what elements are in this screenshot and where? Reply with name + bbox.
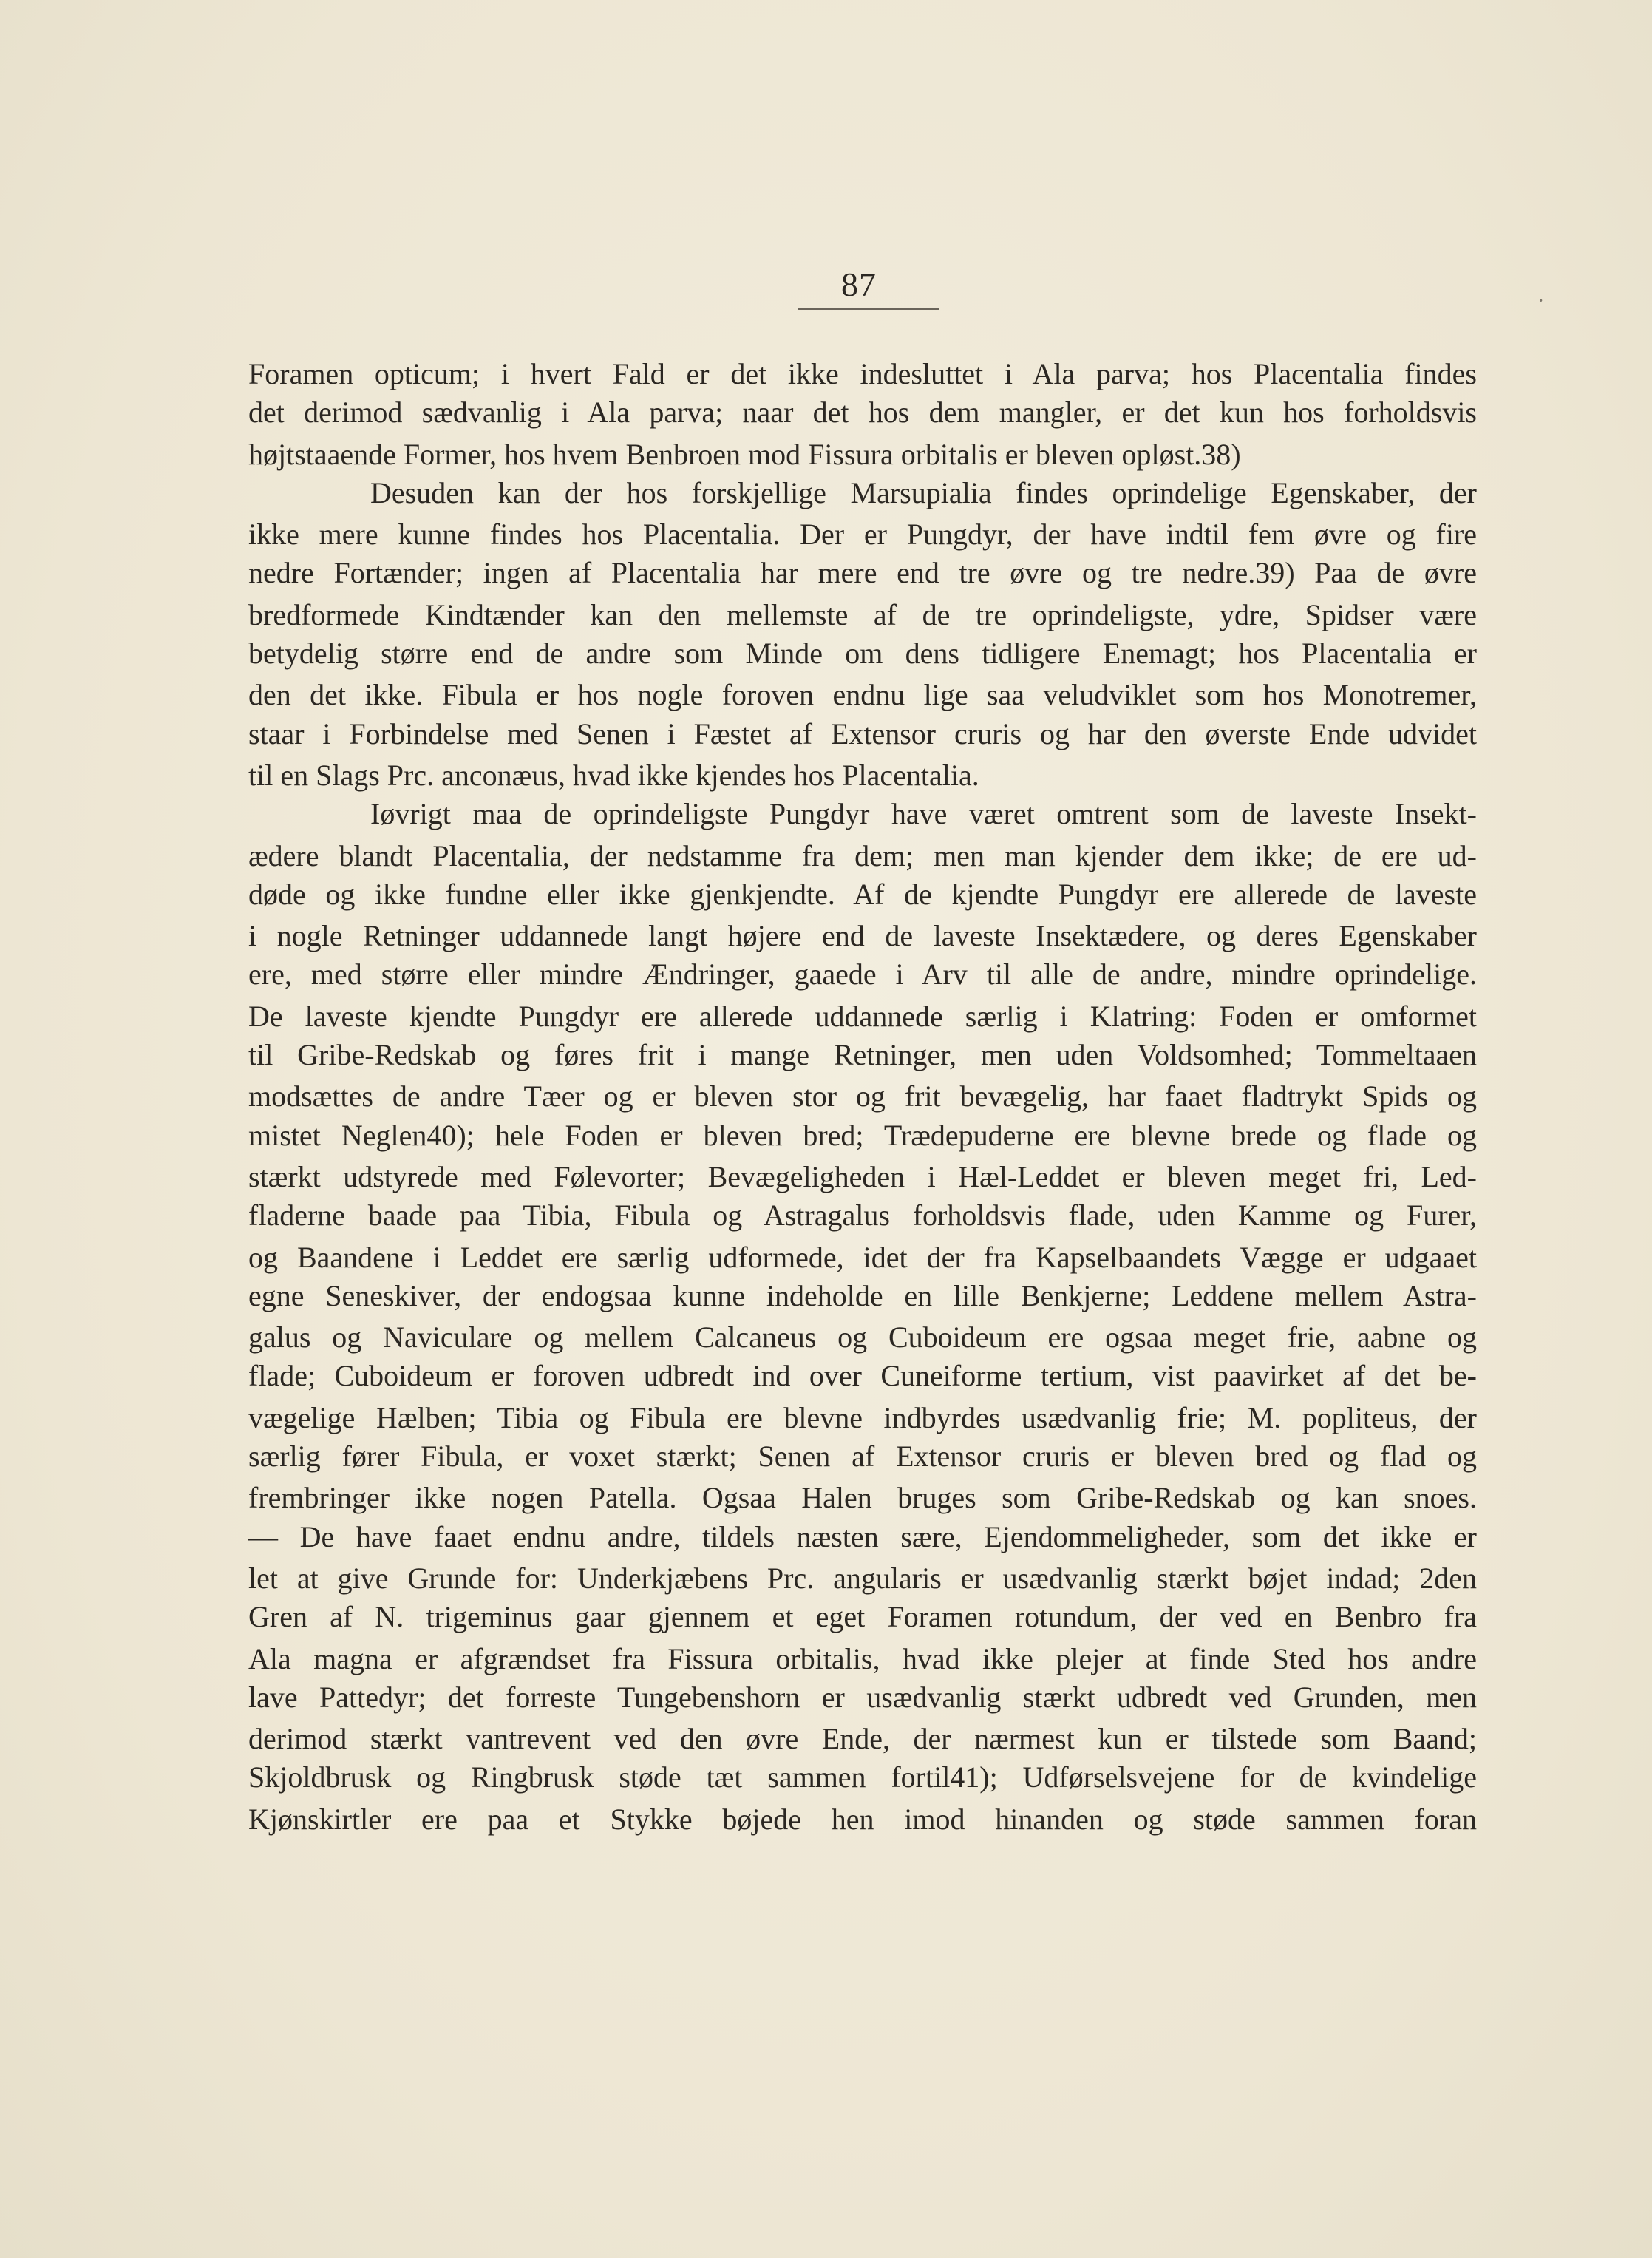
text-line: mistet Neglen40); hele Foden er bleven bred; Trædepuderne ere blevne brede og flade og [248, 1118, 1477, 1152]
text-line: Ala magna er afgrændset fra Fissura orbitalis, hvad ikke plejer at finde Sted hos andre [248, 1641, 1477, 1675]
text-line: modsættes de andre Tæer og er bleven stor og frit bevægelig, har faaet fladtrykt Spids og [248, 1079, 1477, 1113]
text-line: ere, med større eller mindre Ændringer, gaaede i Arv til alle de andre, mindre oprindelige. [248, 957, 1477, 991]
text-line: Foramen opticum; i hvert Fald er det ikke indesluttet i Ala parva; hos Placentalia findes [248, 357, 1477, 390]
text-line: døde og ikke fundne eller ikke gjenkjendte. Af de kjendte Pungdyr ere allerede de laveste [248, 877, 1477, 911]
text-line: nedre Fortænder; ingen af Placentalia har mere end tre øvre og tre nedre.39) Paa de øvre [248, 556, 1477, 590]
text-line: flade; Cuboideum er foroven udbredt ind over Cuneiforme tertium, vist paavirket af det be- [248, 1359, 1477, 1393]
text-line: betydelig større end de andre som Minde om dens tidligere Enemagt; hos Placentalia er [248, 637, 1477, 671]
text-line: stærkt udstyrede med Følevorter; Bevægeligheden i Hæl-Leddet er bleven meget fri, Led- [248, 1159, 1477, 1193]
text-line: den det ikke. Fibula er hos nogle foroven endnu lige saa veludviklet som hos Monotremer, [248, 678, 1477, 712]
text-line: ikke mere kunne findes hos Placentalia. Der er Pungdyr, der have indtil fem øvre og fire [248, 518, 1477, 552]
text-line: — De have faaet endnu andre, tildels næsten sære, Ejendommeligheder, som det ikke er [248, 1519, 1477, 1553]
text-line: Kjønskirtler ere paa et Stykke bøjede hen imod hinanden og støde sammen foran [248, 1802, 1477, 1836]
text-line: og Baandene i Leddet ere særlig udformede, idet der fra Kapselbaandets Vægge er udgaaet [248, 1240, 1477, 1274]
margin-mark: · [1537, 290, 1545, 313]
page-number-rule [798, 308, 939, 310]
text-line: egne Seneskiver, der endogsaa kunne indeholde en lille Benkjerne; Leddene mellem Astra- [248, 1278, 1477, 1312]
text-line: fladerne baade paa Tibia, Fibula og Astragalus forholdsvis flade, uden Kamme og Furer, [248, 1198, 1477, 1233]
text-line: i nogle Retninger uddannede langt højere end de laveste Insektædere, og deres Egenskaber [248, 919, 1477, 953]
text-line: Gren af N. trigeminus gaar gjennem et eget Foramen rotundum, der ved en Benbro fra [248, 1600, 1477, 1634]
text-line: bredformede Kindtænder kan den mellemste af de tre oprindeligste, ydre, Spidser være [248, 597, 1477, 631]
text-line: Iøvrigt maa de oprindeligste Pungdyr have været omtrent som de laveste Insekt- [370, 797, 1477, 831]
text-line: det derimod sædvanlig i Ala parva; naar det hos dem mangler, er det kun hos forholdsvis [248, 396, 1477, 430]
text-line: Desuden kan der hos forskjellige Marsupialia findes oprindelige Egenskaber, der [370, 475, 1477, 509]
text-line: ædere blandt Placentalia, der nedstamme fra dem; men man kjender dem ikke; de ere ud- [248, 838, 1477, 872]
text-line: til en Slags Prc. anconæus, hvad ikke kjendes hos Placentalia. [248, 758, 979, 792]
body-text [248, 353, 1477, 1838]
text-line: vægelige Hælben; Tibia og Fibula ere blevne indbyrdes usædvanlig frie; M. popliteus, der [248, 1400, 1477, 1434]
text-line: staar i Forbindelse med Senen i Fæstet af Extensor cruris og har den øverste Ende udvidet [248, 716, 1477, 750]
text-line: galus og Naviculare og mellem Calcaneus og Cuboideum ere ogsaa meget frie, aabne og [248, 1320, 1477, 1355]
text-line: let at give Grunde for: Underkjæbens Prc. angularis er usædvanlig stærkt bøjet indad; 2den [248, 1561, 1477, 1595]
text-line: lave Pattedyr; det forreste Tungebenshorn er usædvanlig stærkt udbredt ved Grunden, men [248, 1680, 1477, 1714]
text-line: De laveste kjendte Pungdyr ere allerede uddannede særlig i Klatring: Foden er omformet [248, 999, 1477, 1033]
page-number: 87 [841, 265, 877, 303]
text-line: Skjoldbrusk og Ringbrusk støde tæt sammen fortil41); Udførselsvejene for de kvindelige [248, 1760, 1477, 1794]
text-line: højtstaaende Former, hos hvem Benbroen mod Fissura orbitalis er bleven opløst.38) [248, 437, 1241, 471]
text-line: særlig fører Fibula, er voxet stærkt; Senen af Extensor cruris er bleven bred og flad og [248, 1440, 1477, 1474]
text-line: frembringer ikke nogen Patella. Ogsaa Halen bruges som Gribe-Redskab og kan snoes. [248, 1481, 1477, 1515]
text-line: derimod stærkt vantrevent ved den øvre Ende, der nærmest kun er tilstede som Baand; [248, 1722, 1477, 1756]
text-line: til Gribe-Redskab og føres frit i mange Retninger, men uden Voldsomhed; Tommeltaaen [248, 1038, 1477, 1072]
